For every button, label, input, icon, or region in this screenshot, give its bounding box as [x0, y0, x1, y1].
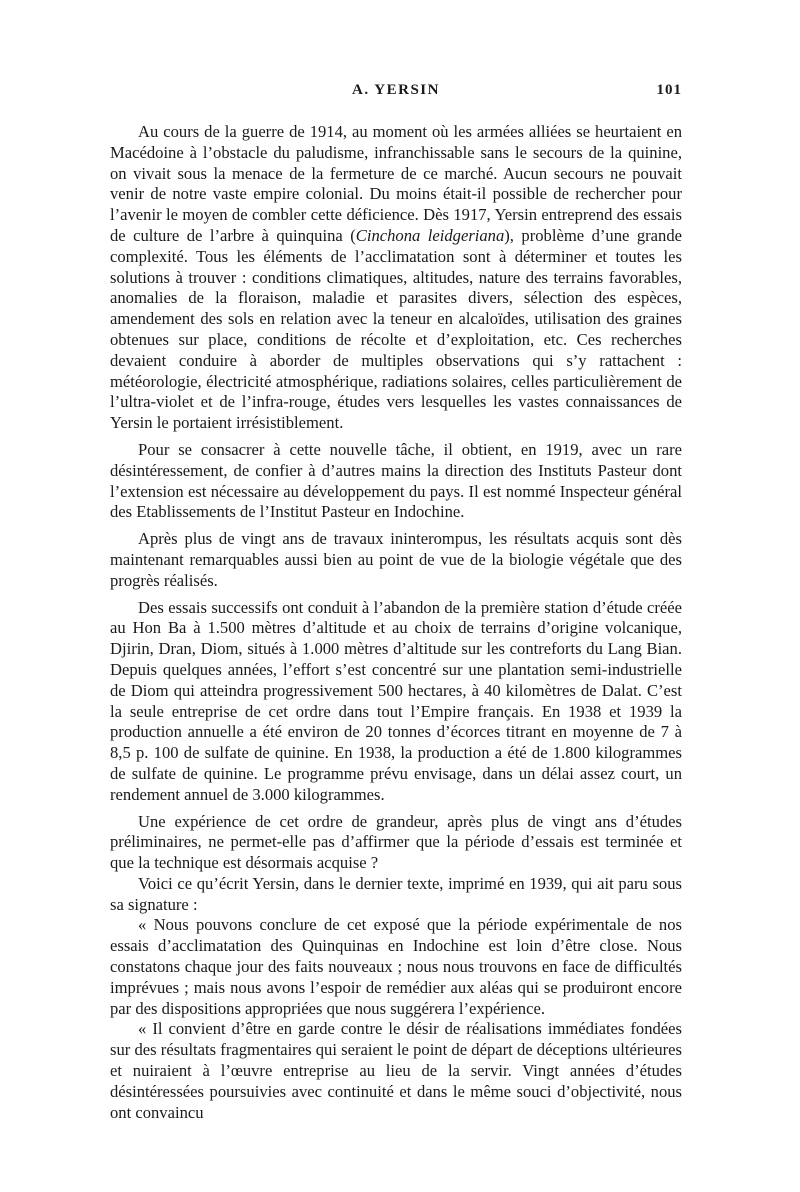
running-head-author: A. YERSIN: [352, 82, 440, 98]
paragraph-1-text-a: Au cours de la guerre de 1914, au moment où les armées alliées se heurtaient en Macédoine à l’obstacle du paludisme, infranchissable sans le secours de la quinine, on vivait sous la menace de la fermeture de ce marché. Aucun secours ne pouvait venir de notre vaste empire colonial. Du moins était-il possible de rechercher pour l’avenir le moyen de combler cette déficience. Dès 1917, Yersin entreprend des essais de culture de l’arbre à quinquina (: [110, 122, 682, 245]
running-head: [110, 82, 682, 106]
paragraph-7-quote: « Nous pouvons conclure de cet exposé que la période expérimentale de nos essais d’acclimatation des Quinquinas en Indochine est loin d’être close. Nous constatons chaque jour des faits nouveaux ; nous nous trouvons en face de difficultés imprévues ; mais nous avons l’espoir de remédier aux aléas qui se produiront encore par des dispositions appropriées que nous suggérera l’expérience.: [110, 915, 682, 1018]
paragraph-5: Une expérience de cet ordre de grandeur, après plus de vingt ans d’études préliminaires, ne permet-elle pas d’affirmer que la période d’essais est terminée et que la technique est désormais acquise ?: [110, 811, 682, 873]
paragraph-6: Voici ce qu’écrit Yersin, dans le dernier texte, imprimé en 1939, qui ait paru sous sa signature :: [110, 873, 682, 914]
page-number: 101: [656, 82, 682, 98]
paragraph-2: Pour se consacrer à cette nouvelle tâche, il obtient, en 1919, avec un rare désintéressement, de confier à d’autres mains la direction des Instituts Pasteur dont l’extension est nécessaire au développement du pays. Il est nommé Inspecteur général des Etablissements de l’Institut Pasteur en Indochine.: [110, 439, 682, 522]
species-name: Cinchona leidgeriana: [355, 225, 505, 245]
paragraph-3: Après plus de vingt ans de travaux ininterompus, les résultats acquis sont dès maintenant remarquables aussi bien au point de vue de la biologie végétale que des progrès réalisés.: [110, 529, 682, 590]
paragraph-1-text-b: ), problème d’une grande complexité. Tous les éléments de l’acclimatation sont à déterminer et toutes les solutions à trouver : conditions climatiques, altitudes, nature des terrains favorables, anomalies de la floraison, maladie et parasites divers, sélection des espèces, amendement des sols en relation avec la teneur en alcaloïdes, utilisation des graines obtenues sur place, conditions de récolte et d’exploitation, etc. Ces recherches devaient conduire à aborder de multiples observations qui s’y rattachent : météorologie, électricité atmosphérique, radiations solaires, celles particulièrement de l’ultra-violet et de l’infra-rouge, études vers lesquelles les vastes connaissances de Yersin le portaient irrésistiblement.: [110, 225, 682, 433]
body-text: [110, 122, 682, 1123]
paragraph-4: Des essais successifs ont conduit à l’abandon de la première station d’étude créée au Hon Ba à 1.500 mètres d’altitude et au choix de terrains d’origine volcanique, Djirin, Dran, Diom, situés à 1.000 mètres d’altitude sur les contreforts du Lang Bian. Depuis quelques années, l’effort s’est concentré sur une plantation semi-industrielle de Diom qui atteindra progressivement 500 hectares, à 40 kilomètres de Dalat. C’est la seule entreprise de cet ordre dans tout l’Empire français. En 1938 et 1939 la production annuelle a été environ de 20 tonnes d’écorces titrant en moyenne de 7 à 8,5 p. 100 de sulfate de quinine. En 1938, la production a été de 1.800 kilogrammes de sulfate de quinine. Le programme prévu envisage, dans un délai assez court, un rendement annuel de 3.000 kilogrammes.: [110, 597, 682, 804]
paragraph-1: [110, 122, 682, 434]
paragraph-8-quote: « Il convient d’être en garde contre le désir de réalisations immédiates fondées sur des résultats fragmentaires qui seraient le point de départ de déceptions ultérieures et nuiraient à l’œuvre entreprise au lieu de la servir. Vingt années d’études désintéressées poursuivies avec continuité et dans le même souci d’objectivité, nous ont convaincu: [110, 1019, 682, 1122]
